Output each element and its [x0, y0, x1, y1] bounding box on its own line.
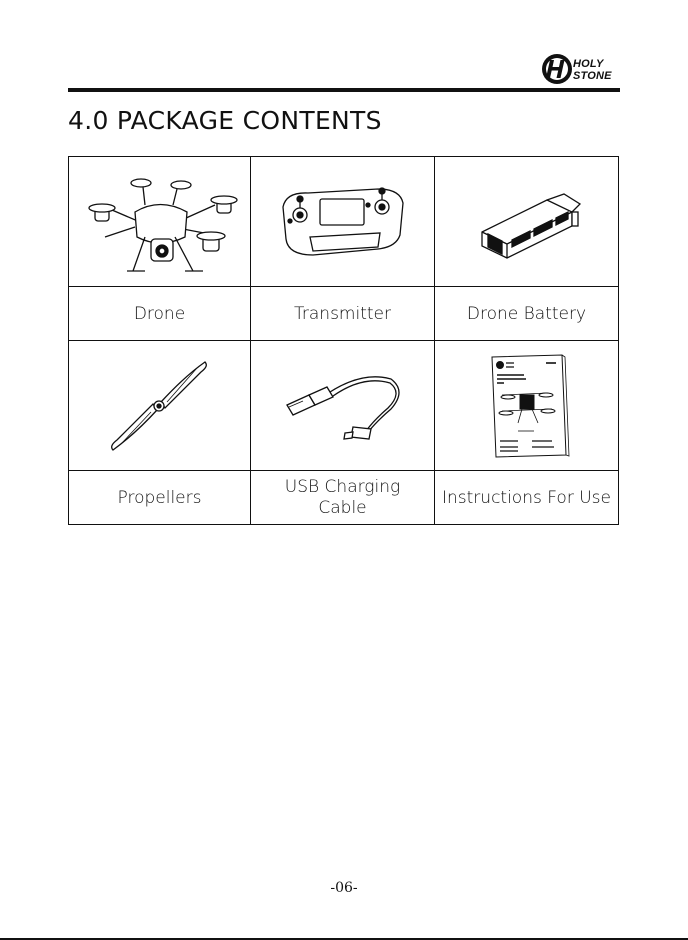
propellers-label: Propellers [69, 471, 251, 525]
logo-word-stone: STONE [573, 70, 612, 82]
manual-image-cell [435, 341, 619, 471]
image-row-2 [69, 341, 619, 471]
section-title: 4.0 PACKAGE CONTENTS [68, 106, 382, 135]
transmitter-label: Transmitter [251, 287, 435, 341]
logo-mark-icon [540, 52, 574, 86]
transmitter-icon [278, 177, 408, 267]
propeller-icon [105, 356, 215, 456]
label-row-1 [69, 287, 619, 341]
propeller-image-cell [69, 341, 251, 471]
label-row-2 [69, 471, 619, 525]
drone-image-cell [69, 157, 251, 287]
manual-icon [482, 351, 572, 461]
battery-image-cell [435, 157, 619, 287]
page-number: -06- [330, 880, 358, 896]
drone-label: Drone [69, 287, 251, 341]
header-rule [68, 88, 620, 92]
holy-stone-logo [540, 52, 620, 88]
battery-icon [472, 182, 582, 262]
instructions-label: Instructions For Use [435, 471, 619, 525]
usb-cable-image-cell [251, 341, 435, 471]
usb-cable-label-line-1: USB Charging [284, 476, 401, 497]
package-contents-table [68, 156, 619, 525]
logo-word-holy: HOLY [573, 58, 604, 70]
drone-battery-label: Drone Battery [435, 287, 619, 341]
drone-icon [75, 167, 245, 277]
usb-charging-cable-label [251, 471, 435, 525]
usb-cable-icon [273, 361, 413, 451]
image-row [69, 157, 619, 287]
transmitter-image-cell [251, 157, 435, 287]
usb-cable-label-line-2: Cable [318, 497, 367, 518]
